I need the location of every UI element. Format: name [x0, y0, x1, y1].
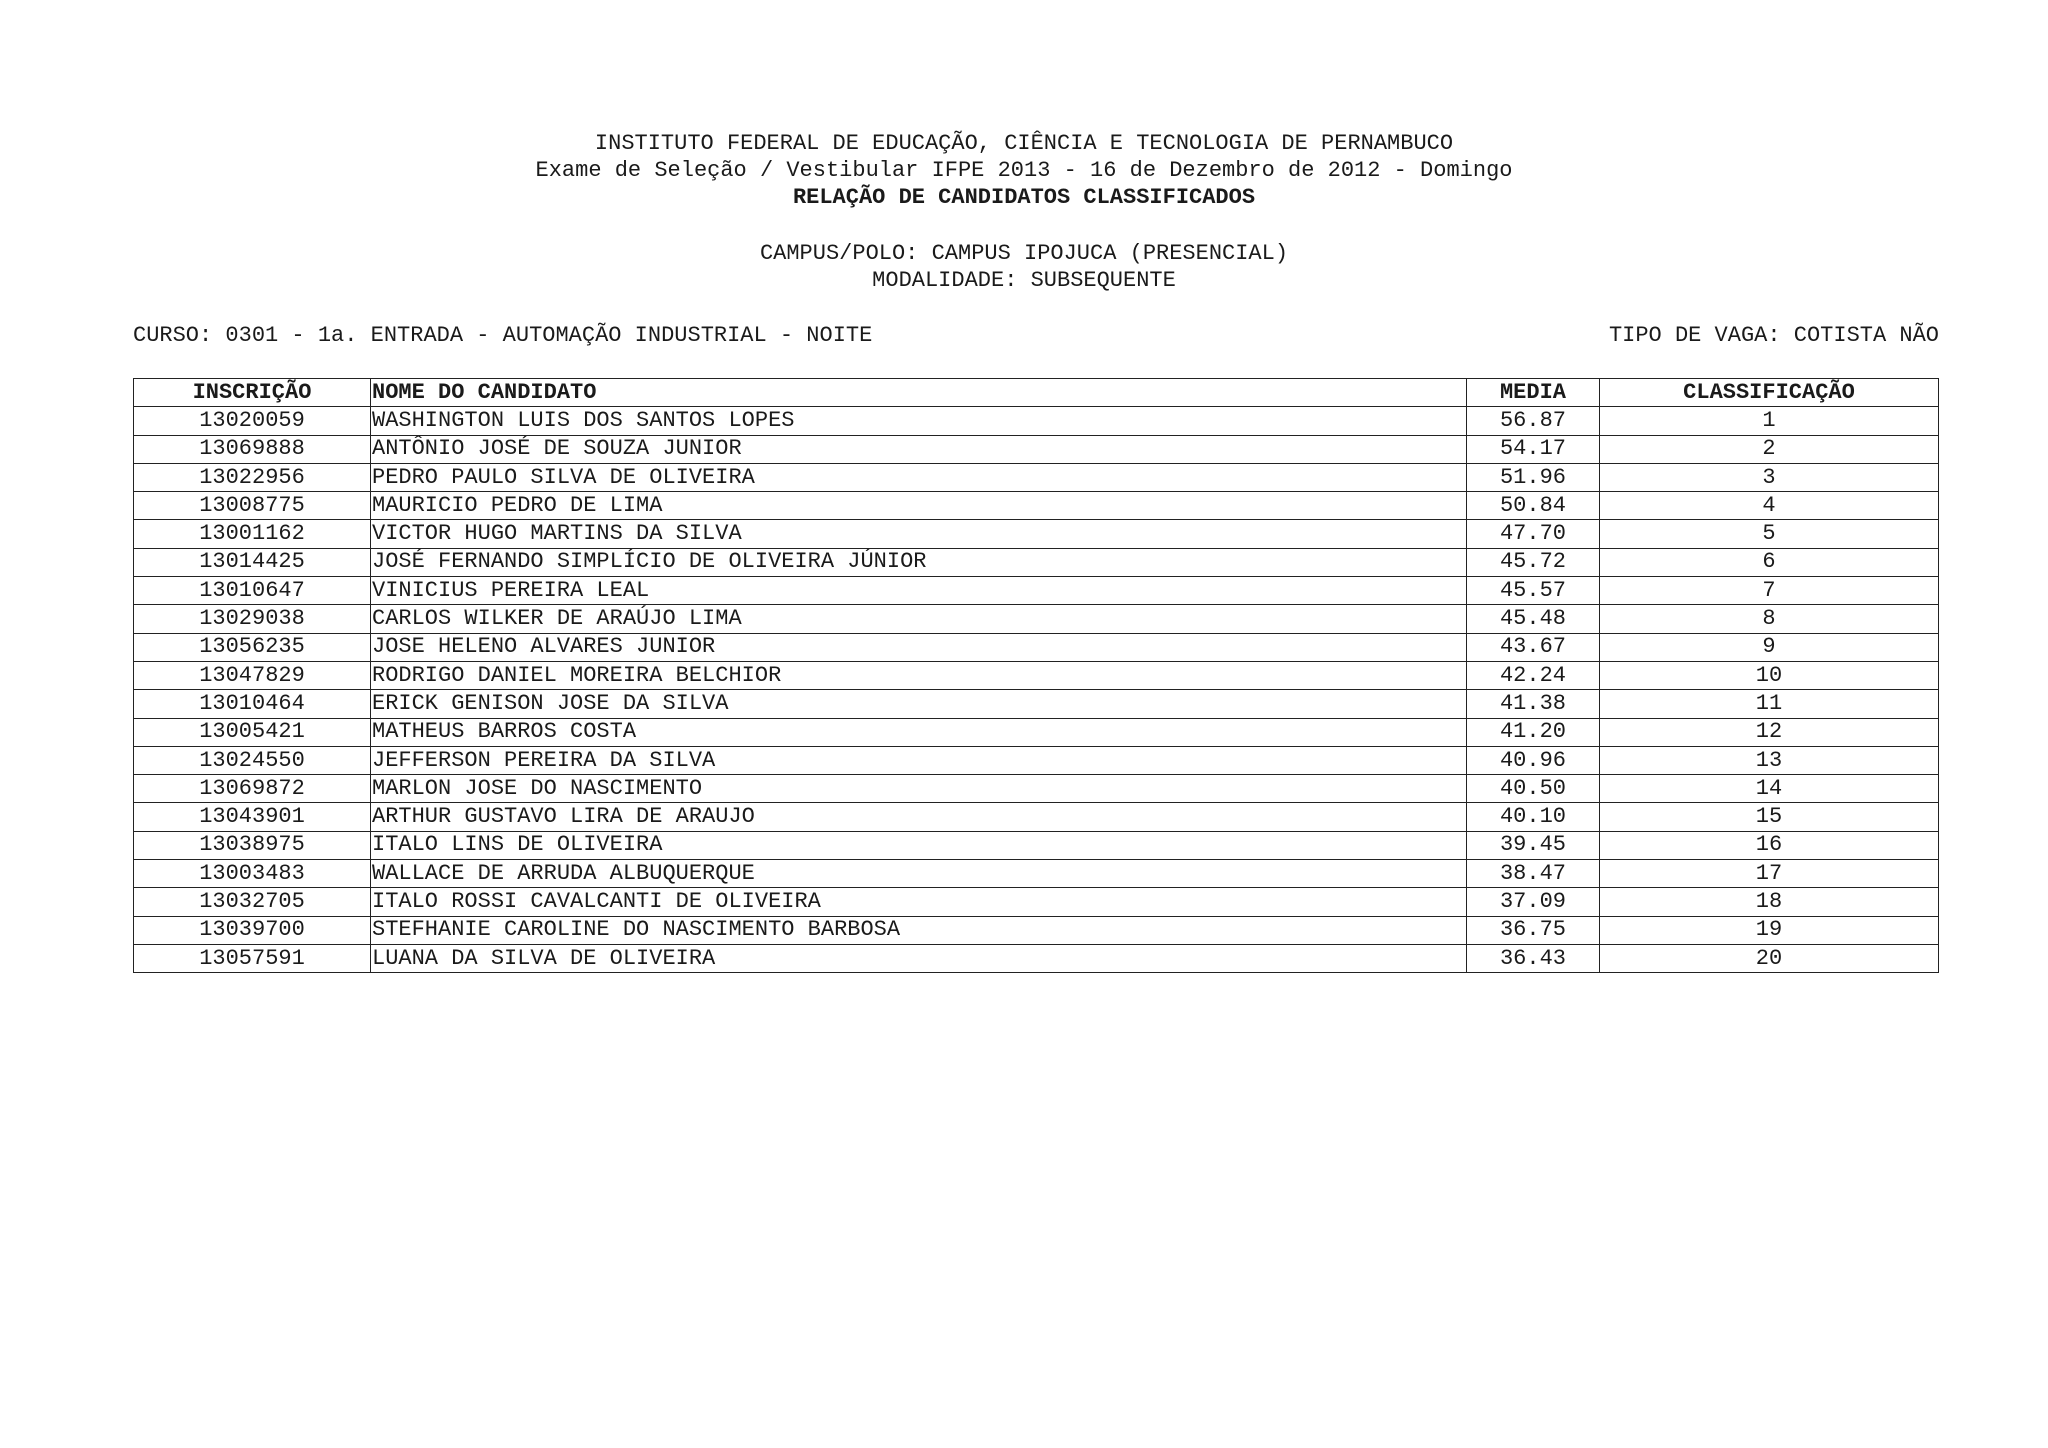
cell-media: 40.50 — [1467, 775, 1600, 803]
table-row — [134, 916, 1939, 944]
campus-polo: CAMPUS/POLO: CAMPUS IPOJUCA (PRESENCIAL) — [759, 241, 1289, 266]
cell-inscricao: 13008775 — [134, 492, 371, 520]
cell-media: 54.17 — [1467, 435, 1600, 463]
cell-inscricao: 13020059 — [134, 407, 371, 435]
cell-inscricao: 13001162 — [134, 520, 371, 548]
institution-name: INSTITUTO FEDERAL DE EDUCAÇÃO, CIÊNCIA E TECNOLOGIA DE PERNAMBUCO — [594, 131, 1454, 156]
cell-inscricao: 13038975 — [134, 831, 371, 859]
cell-inscricao: 13069872 — [134, 775, 371, 803]
cell-inscricao: 13024550 — [134, 746, 371, 774]
cell-inscricao: 13003483 — [134, 860, 371, 888]
table-row — [134, 463, 1939, 491]
cell-media: 56.87 — [1467, 407, 1600, 435]
cell-classificacao: 19 — [1600, 916, 1939, 944]
cell-classificacao: 3 — [1600, 463, 1939, 491]
cell-nome: VICTOR HUGO MARTINS DA SILVA — [371, 520, 1467, 548]
header-nome: NOME DO CANDIDATO — [371, 379, 1467, 407]
table-row — [134, 605, 1939, 633]
cell-media: 40.96 — [1467, 746, 1600, 774]
header-inscricao: INSCRIÇÃO — [134, 379, 371, 407]
cell-inscricao: 13047829 — [134, 661, 371, 689]
cell-inscricao: 13032705 — [134, 888, 371, 916]
curso-line — [133, 322, 1939, 349]
cell-media: 45.57 — [1467, 577, 1600, 605]
campus-info — [0, 240, 2048, 294]
cell-media: 36.75 — [1467, 916, 1600, 944]
cell-classificacao: 15 — [1600, 803, 1939, 831]
cell-classificacao: 4 — [1600, 492, 1939, 520]
cell-media: 36.43 — [1467, 944, 1600, 972]
table-row — [134, 407, 1939, 435]
document-title: RELAÇÃO DE CANDIDATOS CLASSIFICADOS — [792, 185, 1256, 210]
cell-inscricao: 13043901 — [134, 803, 371, 831]
cell-classificacao: 1 — [1600, 407, 1939, 435]
cell-classificacao: 7 — [1600, 577, 1939, 605]
cell-media: 40.10 — [1467, 803, 1600, 831]
cell-nome: MATHEUS BARROS COSTA — [371, 718, 1467, 746]
cell-nome: JOSÉ FERNANDO SIMPLÍCIO DE OLIVEIRA JÚNIOR — [371, 548, 1467, 576]
cell-inscricao: 13010647 — [134, 577, 371, 605]
cell-classificacao: 10 — [1600, 661, 1939, 689]
cell-media: 38.47 — [1467, 860, 1600, 888]
cell-nome: RODRIGO DANIEL MOREIRA BELCHIOR — [371, 661, 1467, 689]
cell-nome: WASHINGTON LUIS DOS SANTOS LOPES — [371, 407, 1467, 435]
cell-media: 45.72 — [1467, 548, 1600, 576]
cell-media: 41.20 — [1467, 718, 1600, 746]
cell-classificacao: 20 — [1600, 944, 1939, 972]
cell-media: 51.96 — [1467, 463, 1600, 491]
cell-media: 43.67 — [1467, 633, 1600, 661]
exam-description: Exame de Seleção / Vestibular IFPE 2013 - 16 de Dezembro de 2012 - Domingo — [535, 158, 1513, 183]
header-classificacao: CLASSIFICAÇÃO — [1600, 379, 1939, 407]
cell-classificacao: 9 — [1600, 633, 1939, 661]
cell-inscricao: 13010464 — [134, 690, 371, 718]
cell-nome: ARTHUR GUSTAVO LIRA DE ARAUJO — [371, 803, 1467, 831]
cell-media: 47.70 — [1467, 520, 1600, 548]
cell-classificacao: 16 — [1600, 831, 1939, 859]
cell-inscricao: 13005421 — [134, 718, 371, 746]
cell-inscricao: 13014425 — [134, 548, 371, 576]
cell-nome: PEDRO PAULO SILVA DE OLIVEIRA — [371, 463, 1467, 491]
table-row — [134, 661, 1939, 689]
cell-nome: ANTÔNIO JOSÉ DE SOUZA JUNIOR — [371, 435, 1467, 463]
cell-nome: WALLACE DE ARRUDA ALBUQUERQUE — [371, 860, 1467, 888]
cell-media: 39.45 — [1467, 831, 1600, 859]
cell-classificacao: 18 — [1600, 888, 1939, 916]
table-row — [134, 775, 1939, 803]
cell-classificacao: 17 — [1600, 860, 1939, 888]
table-header-row — [134, 379, 1939, 407]
curso-label: CURSO: 0301 - 1a. ENTRADA - AUTOMAÇÃO INDUSTRIAL - NOITE — [133, 323, 873, 348]
cell-nome: JOSE HELENO ALVARES JUNIOR — [371, 633, 1467, 661]
cell-inscricao: 13069888 — [134, 435, 371, 463]
cell-nome: CARLOS WILKER DE ARAÚJO LIMA — [371, 605, 1467, 633]
table-row — [134, 944, 1939, 972]
modalidade: MODALIDADE: SUBSEQUENTE — [872, 268, 1176, 293]
cell-classificacao: 14 — [1600, 775, 1939, 803]
tipo-vaga: TIPO DE VAGA: COTISTA NÃO — [1608, 323, 1939, 348]
cell-nome: MARLON JOSE DO NASCIMENTO — [371, 775, 1467, 803]
results-table — [133, 378, 1939, 973]
table-row — [134, 435, 1939, 463]
cell-classificacao: 8 — [1600, 605, 1939, 633]
table-row — [134, 690, 1939, 718]
cell-media: 37.09 — [1467, 888, 1600, 916]
cell-nome: ITALO ROSSI CAVALCANTI DE OLIVEIRA — [371, 888, 1467, 916]
document-header — [0, 130, 2048, 211]
cell-media: 42.24 — [1467, 661, 1600, 689]
table-row — [134, 548, 1939, 576]
cell-nome: VINICIUS PEREIRA LEAL — [371, 577, 1467, 605]
cell-nome: MAURICIO PEDRO DE LIMA — [371, 492, 1467, 520]
table-row — [134, 860, 1939, 888]
cell-inscricao: 13057591 — [134, 944, 371, 972]
cell-nome: ERICK GENISON JOSE DA SILVA — [371, 690, 1467, 718]
cell-classificacao: 12 — [1600, 718, 1939, 746]
cell-classificacao: 13 — [1600, 746, 1939, 774]
cell-classificacao: 11 — [1600, 690, 1939, 718]
cell-nome: ITALO LINS DE OLIVEIRA — [371, 831, 1467, 859]
table-row — [134, 803, 1939, 831]
cell-media: 41.38 — [1467, 690, 1600, 718]
cell-inscricao: 13029038 — [134, 605, 371, 633]
cell-classificacao: 2 — [1600, 435, 1939, 463]
cell-classificacao: 5 — [1600, 520, 1939, 548]
cell-nome: STEFHANIE CAROLINE DO NASCIMENTO BARBOSA — [371, 916, 1467, 944]
table-row — [134, 520, 1939, 548]
table-row — [134, 746, 1939, 774]
cell-classificacao: 6 — [1600, 548, 1939, 576]
cell-media: 50.84 — [1467, 492, 1600, 520]
cell-nome: LUANA DA SILVA DE OLIVEIRA — [371, 944, 1467, 972]
cell-inscricao: 13039700 — [134, 916, 371, 944]
table-row — [134, 718, 1939, 746]
header-media: MEDIA — [1467, 379, 1600, 407]
cell-inscricao: 13022956 — [134, 463, 371, 491]
table-row — [134, 888, 1939, 916]
table-row — [134, 577, 1939, 605]
cell-nome: JEFFERSON PEREIRA DA SILVA — [371, 746, 1467, 774]
cell-inscricao: 13056235 — [134, 633, 371, 661]
table-row — [134, 492, 1939, 520]
table-row — [134, 831, 1939, 859]
table-row — [134, 633, 1939, 661]
cell-media: 45.48 — [1467, 605, 1600, 633]
results-body — [134, 407, 1939, 973]
